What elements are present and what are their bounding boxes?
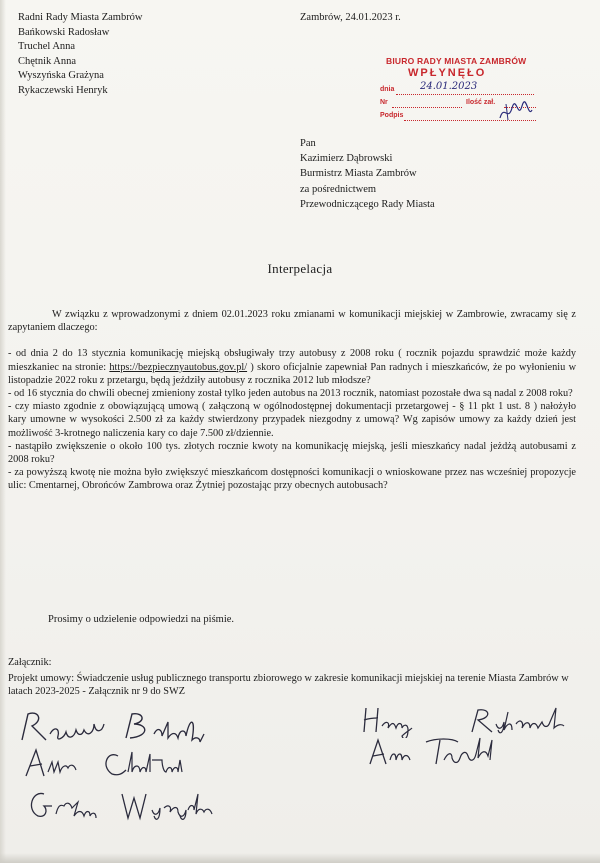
question-item: - za powyższą kwotę nie można było zwiększyć mieszkańcom dostępności komunikacji o wnioskowane przez nas wcześniej propozycje ulic: Cmentarnej, Obrońców Zambrowa oraz Żytniej pozostając przy obecnych autobusach? [8,467,576,492]
place-date: Zambrów, 24.01.2023 r. [300,12,401,23]
attachment-text: Projekt umowy: Świadczenie usług publicznego transportu zbiorowego w zakresie komunikacji miejskiej na terenie Miasta Zambrów w latach 2023-2025 - Załącznik nr 9 do SWZ [8,673,569,697]
page-edge-shadow [0,0,6,863]
attachment-block [8,656,578,698]
recipient-line: Pan [300,138,316,149]
page-bottom-shadow [0,853,600,863]
sender-line: Wyszyńska Grażyna [18,70,104,81]
signature-grazyna-wyszynska [26,786,240,826]
question-item: - nastąpiło zwiększenie o około 100 tys. złotych rocznie kwoty na komunikację miejską, jeśli mieszkańcy nadal jeżdżą autobusami z 2008 roku? [8,440,576,466]
recipient-line: za pośrednictwem [300,183,377,195]
document-title: Interpelacja [267,261,333,276]
stamp-date-label: dnia [380,86,395,93]
recipient-line: Kazimierz Dąbrowski [300,153,393,165]
stamp-number-label: Nr [380,99,388,106]
recipient-line: Przewodniczącego Rady Miasta [300,198,435,210]
stamp-date-value: 24.01.2023 [420,81,478,92]
stamp-date-line [396,94,534,95]
question-item: - czy miasto zgodnie z obowiązującą umową ( załączoną w ogólnodostępnej dokumentacji przetargowej - § 11 pkt 1 ust. 8 ) nałożyło kary umowne w wysokości 2.500 zł za każdy stwierdzony przypadek niezgodny z umową? Wg zapisów umowy za każdy dzień jest możliwość 3-krotnego naliczenia kary co daje 7.500 zł/dziennie. [8,401,576,439]
sender-line: Radni Rady Miasta Zambrów [18,12,143,23]
stamp-signature-scribble [496,100,536,124]
signature-anna-truchel [366,734,516,768]
recipient-line: Burmistrz Miasta Zambrów [300,168,417,180]
stamp-number-line [392,107,462,108]
registry-link[interactable]: https://bezpiecznyautobus.gov.pl/ [109,361,248,373]
sender-line: Bańkowski Radosław [18,26,110,38]
signature-anna-chetnik [22,746,202,780]
recipient-block [300,136,435,212]
question-item [8,347,576,387]
closing-line: Prosimy o udzielenie odpowiedzi na piśmie. [48,614,235,625]
intro-paragraph: W związku z wprowadzonymi z dniem 02.01.2023 roku zmianami w komunikacji miejskiej w Zambrowie, zwracamy się z zapytaniem dlaczego: [8,309,576,334]
attachment-label: Załącznik: [8,657,52,668]
signature-radoslaw-bankowski [16,708,246,748]
stamp-office: BIURO RADY MIASTA ZAMBRÓW [386,56,527,66]
senders-block [18,11,143,98]
sender-line: Chętnik Anna [18,55,77,67]
received-stamp [378,56,546,126]
question-text: ) skoro oficjalnie zapewniał Pan radnych i mieszkańców, że po wyłonieniu w listopadzie 2022 roku z przetargu, będą jeździły autobusy z rocznika 2012 lub młodsze? [8,361,577,386]
stamp-received: WPŁYNĘŁO [408,67,487,79]
sender-line: Truchel Anna [18,41,76,52]
sender-line: Rykaczewski Henryk [18,84,108,96]
question-item: - od 16 stycznia do chwili obecnej zmieniony został tylko jeden autobus na 2013 rocznik, natomiast pozostałe dwa są nadal z 2008 roku? [8,388,573,400]
letter-body [8,308,576,493]
stamp-signature-label: Podpis [380,112,404,119]
signature-henryk-rykaczewski [360,704,596,738]
stamp-attachments-label: Ilość zał. [466,99,496,106]
question-text: - od dnia 2 do 13 stycznia komunikację miejską obsługiwały trzy autobusy z 2008 roku ( rocznik pojazdu sprawdzić może każdy mieszkaniec na stronie: [8,348,576,373]
